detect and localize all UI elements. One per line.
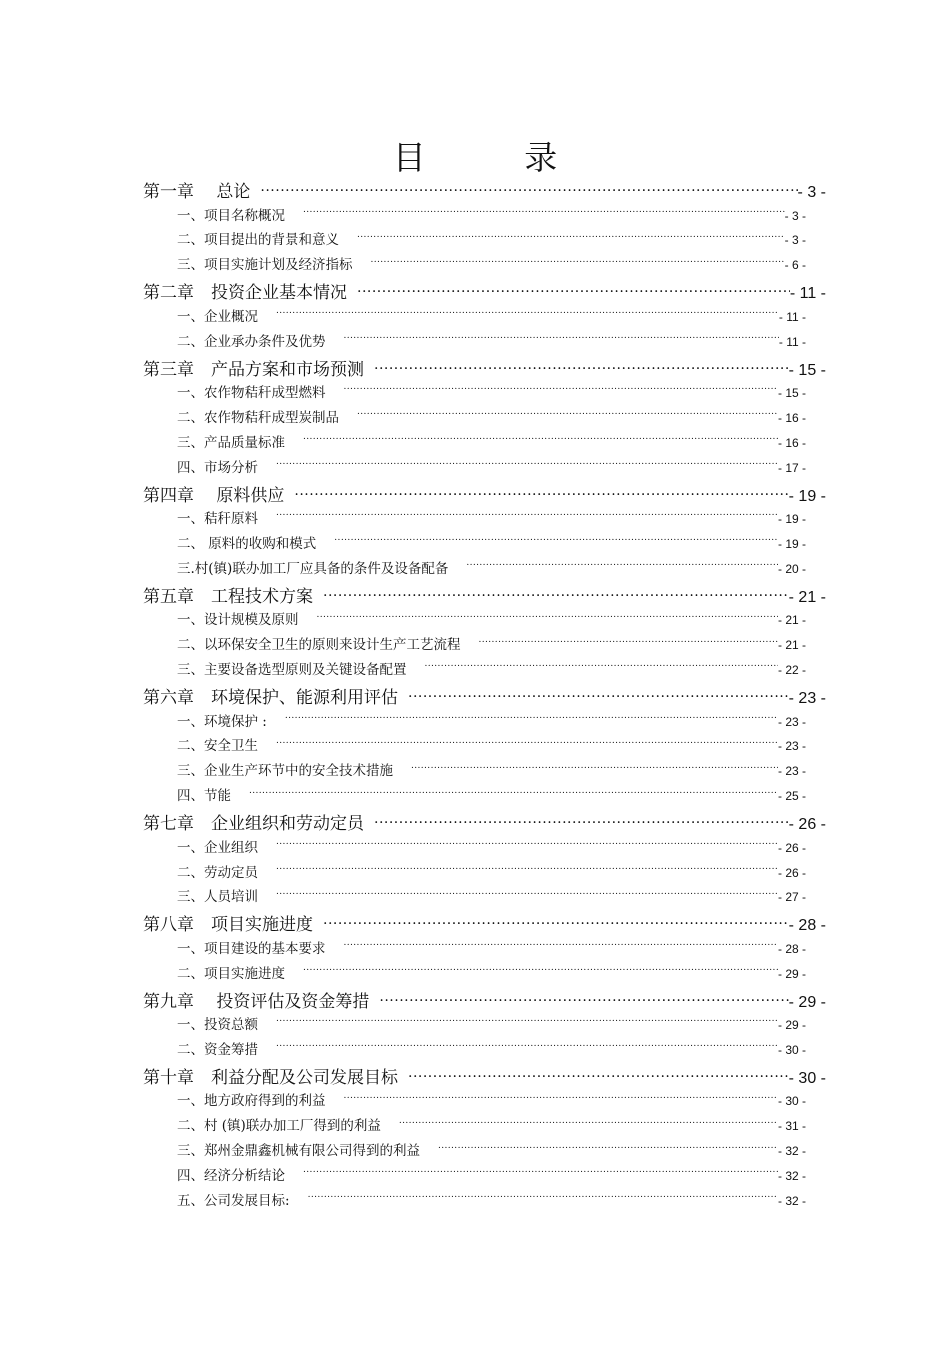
dot-leader — [371, 256, 785, 270]
toc-entry-label: 二、 原料的收购和模式 — [177, 536, 317, 552]
toc-page-number: - 3 - — [797, 184, 826, 201]
toc-page-number: - 32 - — [777, 1144, 806, 1159]
toc-entry-label: 一、农作物秸秆成型燃料 — [177, 385, 326, 401]
toc-entry-label: 二、村 (镇)联办加工厂得到的利益 — [177, 1118, 381, 1135]
toc-page-number: - 26 - — [777, 840, 806, 855]
toc-section-entry[interactable] — [177, 785, 806, 807]
toc-page-number: - 23 - — [777, 714, 806, 729]
toc-section-entry[interactable] — [177, 711, 806, 733]
dot-leader — [276, 1041, 778, 1055]
dot-leader — [276, 1016, 778, 1030]
toc-page-number: - 16 - — [777, 435, 806, 450]
toc-section-entry[interactable] — [177, 254, 806, 276]
toc-page-number: - 25 - — [777, 789, 806, 804]
dot-leader — [425, 661, 778, 675]
toc-page-number: - 29 - — [788, 993, 826, 1011]
dot-leader — [317, 611, 778, 625]
toc-entry-label: 四、节能 — [177, 788, 231, 805]
toc-section-entry[interactable] — [177, 1090, 806, 1112]
toc-section-entry[interactable] — [177, 1140, 806, 1162]
toc-section-entry[interactable] — [177, 634, 806, 656]
toc-page-number: - 26 - — [788, 816, 826, 834]
toc-section-entry[interactable] — [177, 1014, 806, 1036]
toc-entry-label: 二、项目实施进度 — [177, 965, 285, 982]
toc-entry-label: 二、安全卫生 — [177, 738, 258, 755]
dot-leader — [276, 307, 779, 321]
toc-entry-label: 第一章 总论 — [143, 182, 251, 202]
toc-entry-label: 四、市场分析 — [177, 459, 258, 476]
dot-leader — [323, 585, 789, 602]
dot-leader — [303, 433, 778, 447]
dot-leader — [357, 231, 785, 245]
toc-entry-label: 第七章 企业组织和劳动定员 — [143, 814, 364, 835]
toc-entry-label: 第八章 项目实施进度 — [143, 915, 313, 936]
dot-leader — [344, 939, 778, 953]
dot-leader — [344, 332, 779, 346]
toc-page-number: - 29 - — [777, 1018, 806, 1033]
toc-entry-label: 第九章 投资评估及资金筹措 — [143, 991, 370, 1012]
toc-page-number: - 23 - — [788, 690, 826, 707]
toc-section-entry[interactable] — [177, 331, 806, 353]
dot-leader — [408, 686, 789, 703]
toc-section-entry[interactable] — [177, 205, 806, 227]
toc-page-number: - 3 - — [784, 233, 806, 248]
dot-leader — [357, 408, 778, 422]
toc-page-number: - 21 - — [788, 588, 826, 606]
toc-page-number: - 21 - — [777, 613, 806, 628]
toc-entry-label: 二、企业承办条件及优势 — [177, 333, 326, 350]
toc-entry-label: 第三章 产品方案和市场预测 — [143, 359, 364, 380]
toc-entry-label: 一、项目建设的基本要求 — [177, 940, 326, 957]
toc-entry-label: 五、公司发展目标: — [177, 1193, 290, 1209]
dot-leader — [438, 1142, 778, 1156]
toc-chapter-entry[interactable] — [143, 990, 826, 1014]
toc-page-number: - 30 - — [777, 1094, 806, 1109]
toc-entry-label: 三、人员培训 — [177, 889, 258, 906]
toc-page-number: - 32 - — [777, 1194, 806, 1208]
toc-chapter-entry[interactable] — [143, 913, 826, 937]
toc-entry-label: 一、投资总额 — [177, 1017, 258, 1034]
toc-section-entry[interactable] — [177, 306, 806, 328]
toc-entry-label: 第二章 投资企业基本情况 — [143, 283, 347, 304]
dot-leader — [276, 863, 778, 877]
dot-leader — [408, 1066, 789, 1083]
toc-section-entry[interactable] — [177, 1039, 806, 1061]
dot-leader — [466, 559, 778, 573]
toc-chapter-entry[interactable] — [143, 1066, 826, 1090]
toc-entry-label: 第四章 原料供应 — [143, 485, 285, 506]
toc-section-entry[interactable] — [177, 1190, 806, 1212]
toc-page-number: - 11 - — [789, 285, 826, 303]
toc-section-entry[interactable] — [177, 229, 806, 251]
toc-page-number: - 15 - — [777, 386, 806, 400]
toc-section-entry[interactable] — [177, 558, 806, 580]
toc-page-number: - 32 - — [777, 1169, 806, 1184]
dot-leader — [374, 812, 789, 829]
toc-chapter-entry[interactable] — [143, 585, 826, 609]
toc-section-entry[interactable] — [177, 1165, 806, 1187]
toc-page-number: - 20 - — [777, 561, 806, 576]
toc-entry-label: 一、项目名称概况 — [177, 207, 285, 224]
dot-leader — [303, 1167, 778, 1181]
toc-section-entry[interactable] — [177, 533, 806, 555]
toc-entry-label: 三、产品质量标准 — [177, 434, 285, 451]
toc-entry-label: 第五章 工程技术方案 — [143, 586, 313, 607]
toc-page-number: - 26 - — [777, 865, 806, 880]
toc-page-number: - 6 - — [784, 258, 806, 273]
toc-entry-label: 第十章 利益分配及公司发展目标 — [143, 1067, 398, 1088]
toc-entry-label: 二、资金筹措 — [177, 1042, 258, 1058]
toc-page-number: - 11 - — [778, 309, 806, 324]
toc-page-number: - 19 - — [788, 487, 826, 505]
dot-leader — [357, 281, 790, 298]
dot-leader — [285, 712, 778, 726]
toc-entry-label: 一、秸秆原料 — [177, 511, 258, 528]
toc-section-entry[interactable] — [177, 963, 806, 985]
toc-page-number: - 21 - — [777, 638, 806, 653]
toc-section-entry[interactable] — [177, 609, 806, 631]
toc-section-entry[interactable] — [177, 457, 806, 479]
toc-entry-label: 一、企业概况 — [177, 308, 258, 325]
toc-page-number: - 30 - — [777, 1043, 806, 1057]
toc-entry-label: 一、环境保护 : — [177, 713, 267, 730]
toc-page-number: - 27 - — [777, 890, 806, 905]
dot-leader — [323, 913, 789, 930]
toc-entry-label: 三、主要设备选型原则及关键设备配置 — [177, 662, 407, 679]
dot-leader — [276, 458, 778, 472]
toc-section-entry[interactable] — [177, 735, 806, 757]
toc-section-entry[interactable] — [177, 886, 806, 908]
toc-section-entry[interactable] — [177, 1115, 806, 1137]
dot-leader — [379, 990, 788, 1007]
dot-leader — [303, 206, 785, 220]
dot-leader — [294, 484, 788, 501]
toc-chapter-entry[interactable] — [143, 180, 826, 204]
dot-leader — [334, 535, 778, 549]
toc-entry-label: 四、经济分析结论 — [177, 1168, 285, 1185]
toc-page-number: - 3 - — [784, 208, 806, 223]
toc-entry-label: 二、以环保安全卫生的原则来设计生产工艺流程 — [177, 637, 461, 654]
toc-entry-label: 二、项目提出的背景和意义 — [177, 232, 339, 249]
toc-page-number: - 28 - — [788, 917, 826, 935]
dot-leader — [276, 737, 778, 751]
dot-leader — [276, 510, 778, 524]
toc-section-entry[interactable] — [177, 382, 806, 404]
toc-entry-label: 一、地方政府得到的利益 — [177, 1093, 326, 1110]
toc-section-entry[interactable] — [177, 508, 806, 530]
toc-entry-label: 三、企业生产环节中的安全技术措施 — [177, 763, 393, 780]
toc-page-number: - 19 - — [777, 512, 806, 527]
toc-entry-label: 二、劳动定员 — [177, 864, 258, 881]
dot-leader — [249, 787, 778, 801]
dot-leader — [374, 358, 789, 375]
dot-leader — [276, 838, 778, 852]
toc-page-number: - 28 - — [777, 941, 806, 956]
toc-section-entry[interactable] — [177, 862, 806, 884]
toc-entry-label: 第六章 环境保护、能源利用评估 — [143, 688, 398, 708]
toc-page-number: - 22 - — [777, 663, 806, 678]
toc-page-number: - 19 - — [777, 537, 806, 551]
toc-entry-label: 一、设计规模及原则 — [177, 612, 299, 629]
toc-chapter-entry[interactable] — [143, 812, 826, 836]
toc-section-entry[interactable] — [177, 837, 806, 859]
toc-section-entry[interactable] — [177, 760, 806, 782]
dot-leader — [479, 636, 778, 650]
toc-page-number: - 11 - — [778, 334, 806, 349]
toc-page-number: - 31 - — [777, 1119, 806, 1134]
dot-leader — [399, 1117, 778, 1131]
dot-leader — [308, 1192, 778, 1206]
toc-page-number: - 17 - — [777, 460, 806, 475]
toc-entry-label: 三.村(镇)联办加工厂应具备的条件及设备配备 — [177, 560, 449, 577]
toc-chapter-entry[interactable] — [143, 358, 826, 382]
toc-section-entry[interactable] — [177, 432, 806, 454]
dot-leader — [260, 180, 797, 197]
toc-chapter-entry[interactable] — [143, 484, 826, 508]
dot-leader — [276, 888, 778, 902]
toc-section-entry[interactable] — [177, 938, 806, 960]
toc-page-number: - 15 - — [788, 361, 826, 379]
toc-section-entry[interactable] — [177, 407, 806, 429]
dot-leader — [303, 964, 778, 978]
toc-page-number: - 29 - — [777, 966, 806, 981]
toc-page-number: - 16 - — [777, 410, 806, 425]
toc-section-entry[interactable] — [177, 659, 806, 681]
toc-entry-label: 三、郑州金鼎鑫机械有限公司得到的利益 — [177, 1143, 420, 1160]
toc-page-number: - 23 - — [777, 739, 806, 754]
dot-leader — [344, 1092, 778, 1106]
toc-page-number: - 23 - — [777, 764, 806, 779]
dot-leader — [411, 762, 778, 776]
toc-page-number: - 30 - — [788, 1069, 826, 1087]
toc-entry-label: 一、企业组织 — [177, 839, 258, 856]
toc-chapter-entry[interactable] — [143, 686, 826, 710]
dot-leader — [344, 384, 778, 398]
toc-chapter-entry[interactable] — [143, 281, 826, 305]
page-title: 目 录 — [392, 138, 602, 177]
toc-entry-label: 三、项目实施计划及经济指标 — [177, 257, 353, 274]
toc-entry-label: 二、农作物秸秆成型炭制品 — [177, 409, 339, 426]
